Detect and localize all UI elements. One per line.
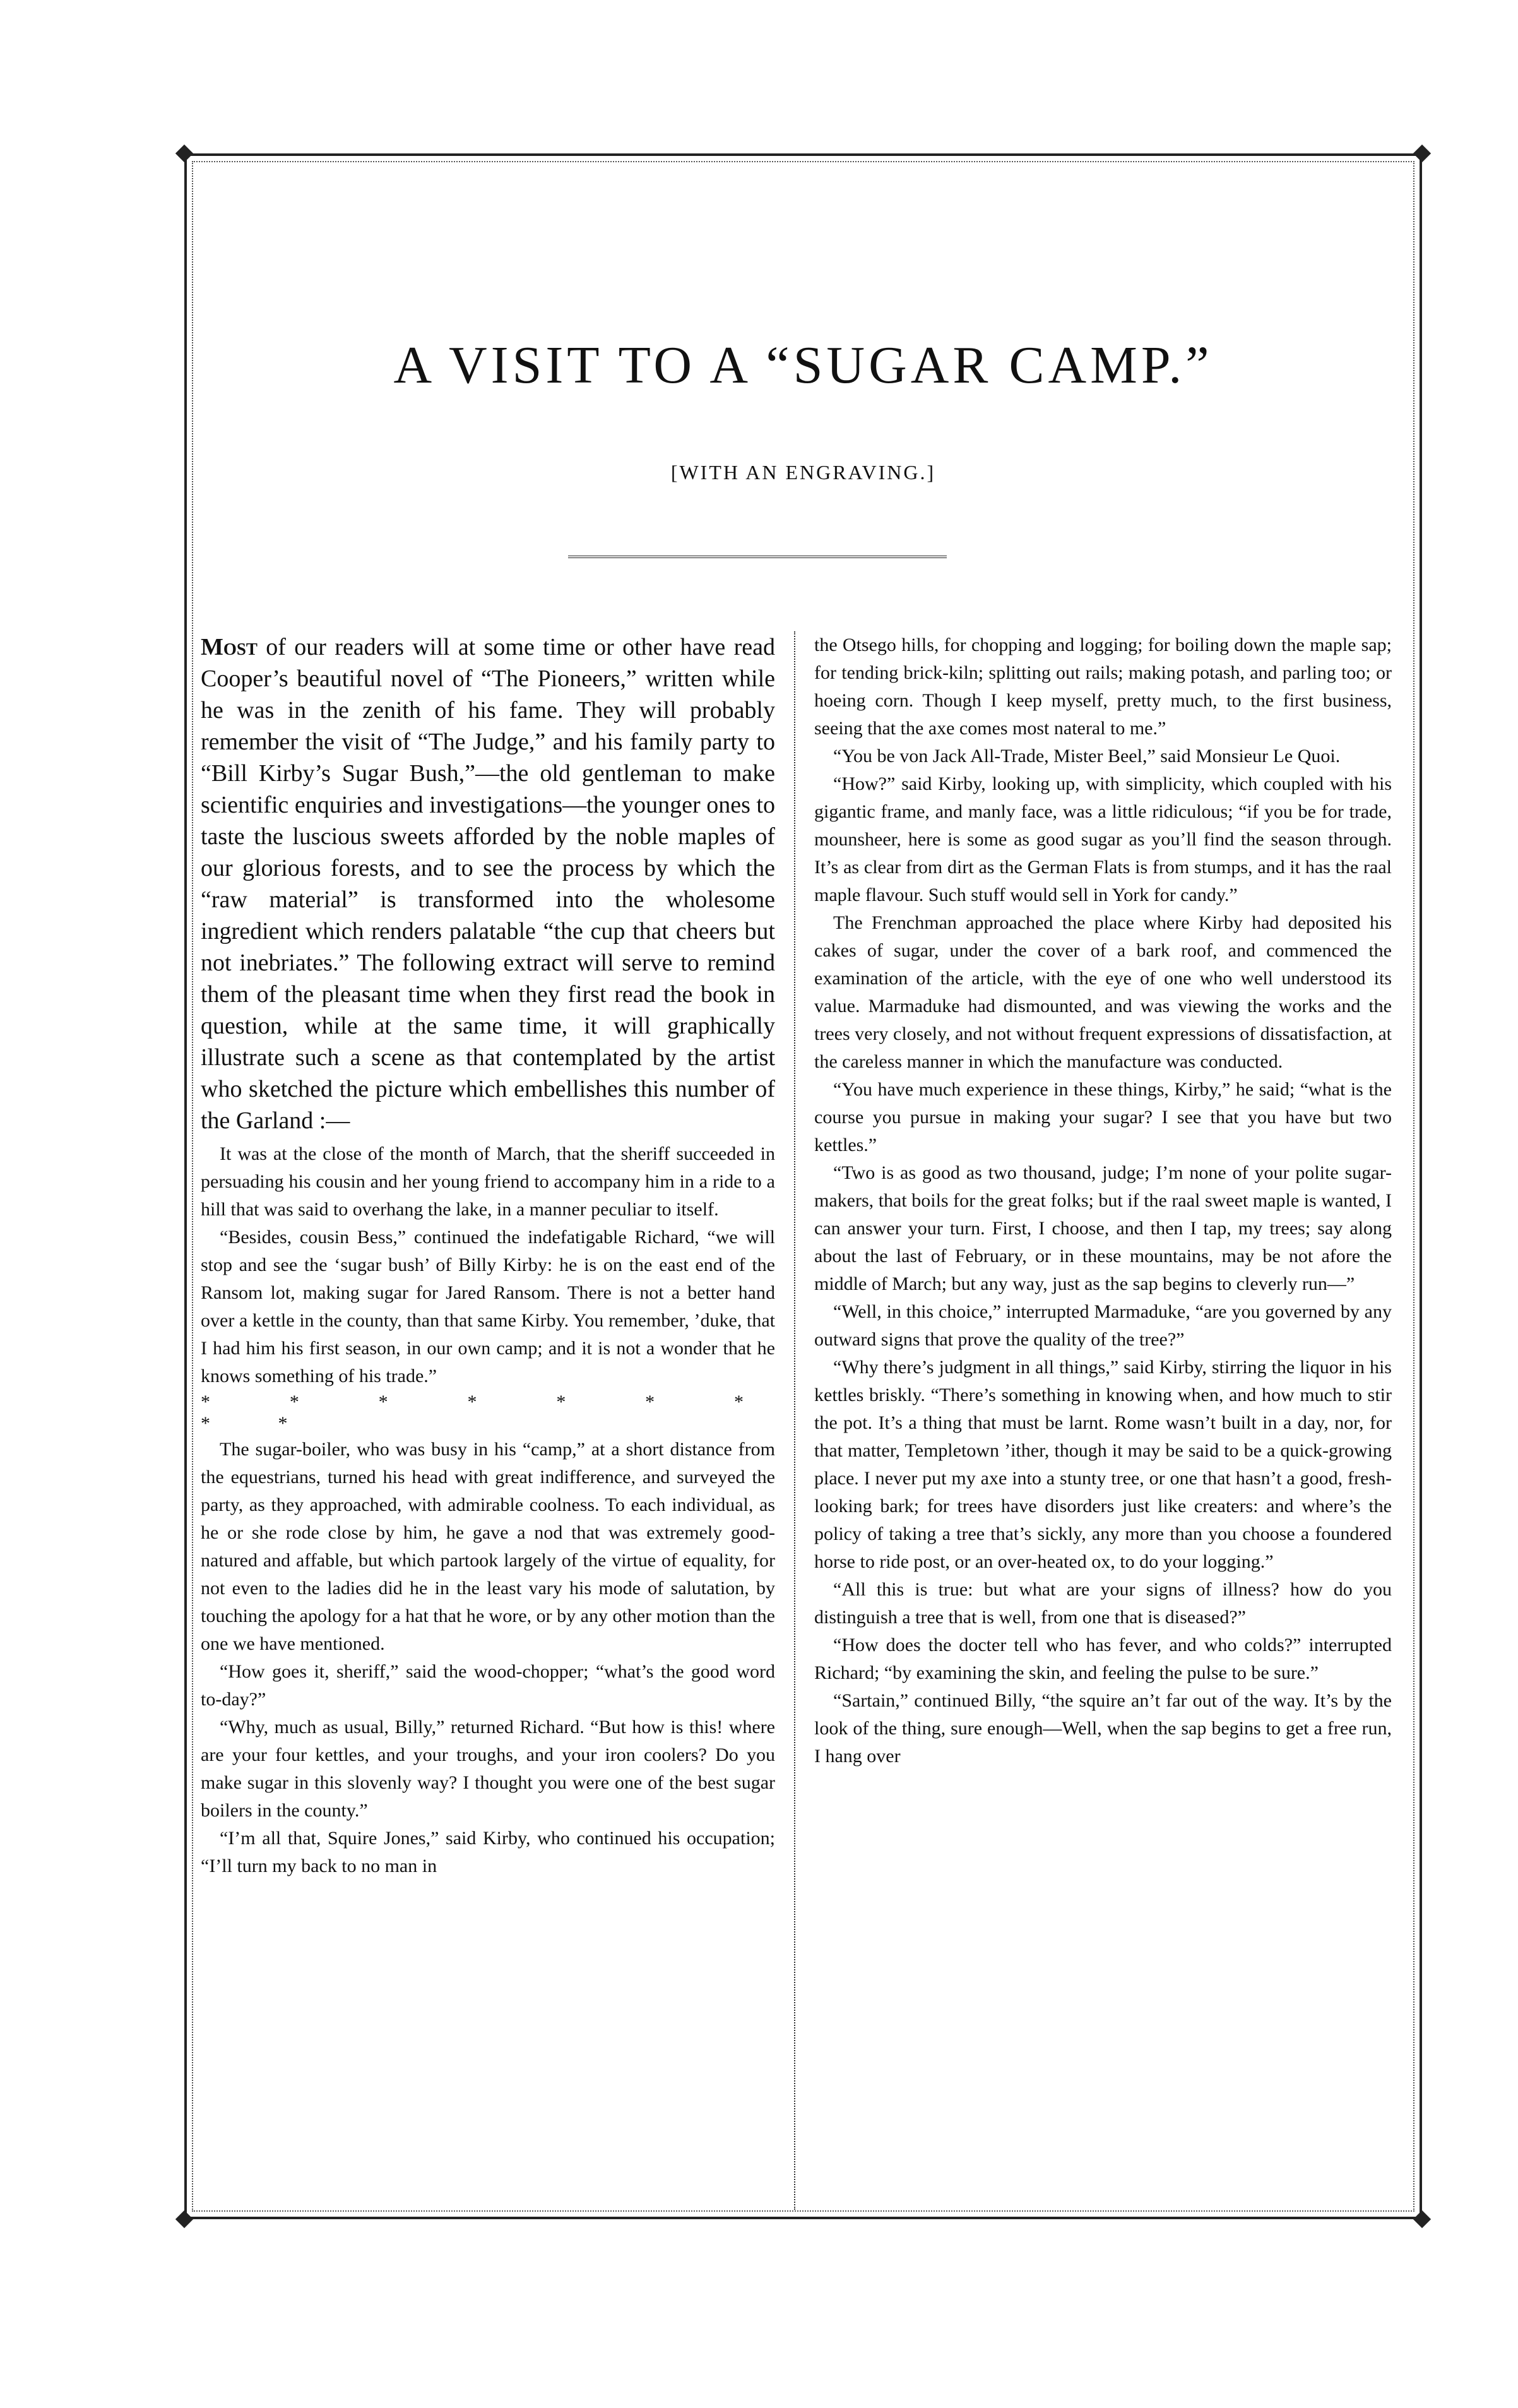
paragraph: It was at the close of the month of March, that the sheriff succeeded in persuading his cousin and her young friend to accompany him in a ride to a hill that was said to overhang the lake, in a manner peculiar to itself. [201,1143,775,1220]
paragraph: “Besides, cousin Bess,” continued the indefatigable Richard, “we will stop and see the ‘sugar bush’ of Billy Kirby: he is on the east end of the Ransom lot, making sugar for Jared Ransom. There is not a better hand over a kettle in the county, than that same Kirby. You remember, ’duke, that I had him his first season, in our own camp; and it is not a wonder that he knows something of his trade.” [201,1227,775,1386]
paragraph: “I’m all that, Squire Jones,” said Kirby, who continued his occupation; “I’ll turn my back to no man in [201,1828,775,1876]
paragraph: “How goes it, sheriff,” said the wood-chopper; “what’s the good word to-day?” [201,1661,775,1710]
paragraph: the Otsego hills, for chopping and logging; for boiling down the maple sap; for tending brick-kiln; splitting out rails; making potash, and parling too; or hoeing corn. Though I keep myself, pretty much, to the first business, seeing that the axe comes most nateral to me.” [814,635,1392,739]
paragraph: “You be von Jack All-Trade, Mister Beel,” said Monsieur Le Quoi. [833,746,1341,766]
article-title: A VISIT TO A “SUGAR CAMP.” [393,336,1213,395]
paragraph: “Why, much as usual, Billy,” returned Richard. “But how is this! where are your four kettles, and your troughs, and your iron coolers? Do you make sugar in this slovenly way? I thought you were one of the best sugar boilers in the county.” [201,1717,775,1821]
title-rule [568,556,947,558]
article-subtitle: [WITH AN ENGRAVING.] [670,461,936,484]
left-column [201,631,775,2210]
paragraph: “Two is as good as two thousand, judge; I’m none of your polite sugar-makers, that boils for the great folks; but if the raal sweet maple is wanted, I can answer your turn. First, I choose, and then I tap, my trees; say along about the last of February, or in these mountains, may be not afore the middle of March; but any way, just as the sap begins to cleverly run—” [814,1162,1392,1294]
paragraph: “All this is true: but what are your signs of illness? how do you distinguish a tree that is well, from one that is diseased?” [814,1579,1392,1628]
paragraph: “How?” said Kirby, looking up, with simplicity, which coupled with his gigantic frame, and manly face, was a little ridiculous; “if you be for trade, mounsheer, here is some as good sugar as you’ll find the season through. It’s as clear from dirt as the German Flats is from stumps, and it has the raal maple flavour. Such stuff would sell in York for candy.” [814,773,1392,905]
paragraph: The Frenchman approached the place where Kirby had deposited his cakes of sugar, under the cover of a bark roof, and commenced the examination of the article, with the eye of one who well understood its value. Marmaduke had dismounted, and was viewing the works and the trees very closely, and not without frequent expressions of dissatisfaction, at the careless manner in which the manufacture was conducted. [814,912,1392,1072]
paragraph: “Sartain,” continued Billy, “the squire an’t far out of the way. It’s by the look of the thing, sure enough—Well, when the sap begins to get a free run, I hang over [814,1690,1392,1767]
lead-text: of our readers will at some time or other have read Cooper’s beautiful novel of “The Pioneers,” written while he was in the zenith of his fame. They will probably remember the visit of “The Judge,” and his family party to “Bill Kirby’s Sugar Bush,”—the old gentleman to make scientific enquiries and investigations—the younger ones to taste the luscious sweets afforded by the noble maples of our glorious forests, and to see the process by which the “raw material” is transformed into the wholesome ingredient which renders palatable “the cup that cheers but not inebriates.” The following extract will serve to remind them of the pleasant time when they first read the book in question, while at the same time, it will graphically illustrate such a scene as that contemplated by the artist who sketched the picture which embellishes this number of the Garland :— [201,634,775,1134]
paragraph: “You have much experience in these things, Kirby,” he said; “what is the course you pursue in making your sugar? I see that you have but two kettles.” [814,1079,1392,1155]
column-divider [794,631,795,2210]
right-column [814,631,1392,2210]
section-break: * * * * * * * * * [201,1392,775,1434]
lead-paragraph [201,631,775,1136]
paragraph: “How does the docter tell who has fever, and who colds?” interrupted Richard; “by examining the skin, and feeling the pulse to be sure.” [814,1635,1392,1683]
lead-first-word: Most [201,634,258,660]
paragraph: “Why there’s judgment in all things,” said Kirby, stirring the liquor in his kettles briskly. “There’s something in knowing when, and how much to stir the pot. It’s a thing that must be larnt. Rome wasn’t built in a day, nor, for that matter, Templetown ’ither, though it may be said to be a quick-growing place. I never put my axe into a stunty tree, or one that hasn’t a good, fresh-looking bark; for trees have disorders just like creaters: and where’s the policy of taking a tree that’s sickly, any more than you choose a foundered horse to ride post, or an over-heated ox, to do your logging.” [814,1357,1392,1572]
paragraph: The sugar-boiler, who was busy in his “camp,” at a short distance from the equestrians, turned his head with great indifference, and surveyed the party, as they approached, with admirable coolness. To each individual, as he or she rode close by him, he gave a nod that was extremely good-natured and affable, but which partook largely of the virtue of equality, for not even to the ladies did he in the least vary his mode of salutation, by touching the apology for a hat that he wore, or by any other motion than the one we have mentioned. [201,1439,775,1654]
paragraph: “Well, in this choice,” interrupted Marmaduke, “are you governed by any outward signs that prove the quality of the tree?” [814,1301,1392,1350]
